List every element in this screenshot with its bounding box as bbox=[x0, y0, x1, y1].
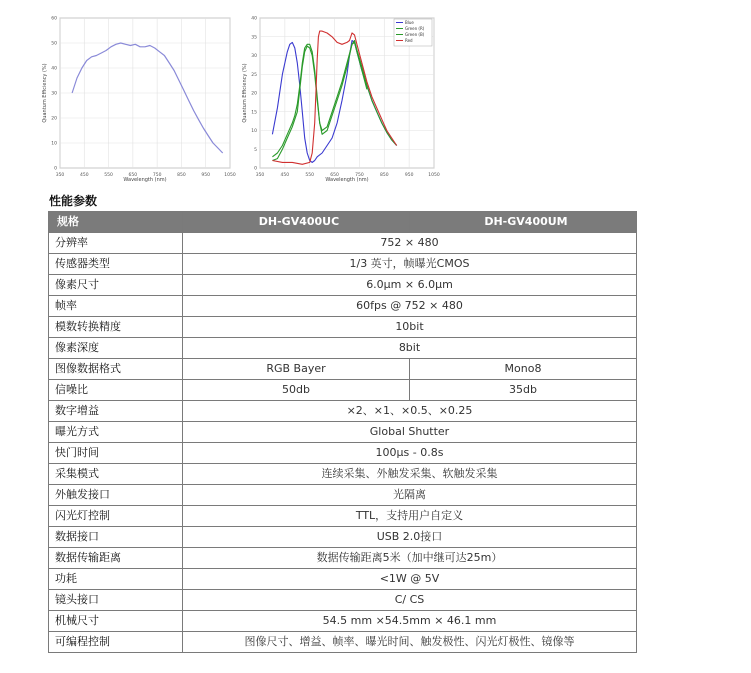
spec-value: USB 2.0接口 bbox=[183, 527, 637, 548]
y-tick-label: 50 bbox=[51, 41, 57, 47]
spec-value: 6.0μm × 6.0μm bbox=[183, 275, 637, 296]
spec-label: 功耗 bbox=[49, 569, 183, 590]
table-row bbox=[49, 338, 637, 359]
table-row bbox=[49, 254, 637, 275]
table-row bbox=[49, 506, 637, 527]
legend-entry: Red bbox=[405, 38, 413, 43]
spec-label: 外触发接口 bbox=[49, 485, 183, 506]
x-axis-label: Wavelength (nm) bbox=[123, 177, 167, 183]
y-tick-label: 10 bbox=[251, 129, 257, 134]
legend-entry: Green (R) bbox=[405, 26, 425, 31]
spec-value: 数据传输距离5米（加中继可达25m） bbox=[183, 548, 637, 569]
y-tick-label: 20 bbox=[51, 116, 57, 122]
spec-value-uc: RGB Bayer bbox=[183, 359, 410, 380]
spec-value: TTL，支持用户自定义 bbox=[183, 506, 637, 527]
x-tick-label: 1050 bbox=[428, 173, 440, 178]
spec-label: 闪光灯控制 bbox=[49, 506, 183, 527]
spec-value: 54.5 mm ×54.5mm × 46.1 mm bbox=[183, 611, 637, 632]
spec-table bbox=[48, 211, 637, 653]
spec-value: ×2、×1、×0.5、×0.25 bbox=[183, 401, 637, 422]
y-tick-label: 40 bbox=[251, 16, 257, 22]
x-tick-label: 350 bbox=[255, 173, 265, 178]
x-tick-label: 850 bbox=[379, 173, 389, 178]
spec-header-uc: DH-GV400UC bbox=[183, 212, 410, 233]
table-row bbox=[49, 317, 637, 338]
x-tick-label: 450 bbox=[79, 173, 89, 178]
spec-value: 60fps @ 752 × 480 bbox=[183, 296, 637, 317]
spec-header-label: 规格 bbox=[49, 212, 183, 233]
x-tick-label: 650 bbox=[330, 173, 339, 178]
spec-label: 可编程控制 bbox=[49, 632, 183, 653]
spec-label: 像素深度 bbox=[49, 338, 183, 359]
y-tick-label: 25 bbox=[251, 72, 257, 78]
y-tick-label: 10 bbox=[51, 141, 57, 147]
section-title: 性能参数 bbox=[49, 194, 98, 208]
table-row bbox=[49, 611, 637, 632]
table-row bbox=[49, 422, 637, 443]
spec-label: 信噪比 bbox=[49, 380, 183, 401]
spec-label: 曝光方式 bbox=[49, 422, 183, 443]
spec-label: 快门时间 bbox=[49, 443, 183, 464]
y-tick-label: 15 bbox=[251, 110, 257, 116]
spec-value: 8bit bbox=[183, 338, 637, 359]
table-row bbox=[49, 296, 637, 317]
x-tick-label: 750 bbox=[355, 173, 364, 178]
x-tick-label: 550 bbox=[305, 173, 315, 178]
x-tick-label: 1050 bbox=[224, 173, 236, 178]
y-tick-label: 30 bbox=[251, 54, 257, 59]
spec-body bbox=[49, 233, 637, 653]
x-axis-label: Wavelength (nm) bbox=[325, 177, 369, 183]
spec-value: 10bit bbox=[183, 317, 637, 338]
y-tick-label: 40 bbox=[51, 66, 57, 72]
spec-label: 模数转换精度 bbox=[49, 317, 183, 338]
table-row bbox=[49, 275, 637, 296]
spec-label: 帧率 bbox=[49, 296, 183, 317]
table-row bbox=[49, 359, 637, 380]
color-qe-chart bbox=[240, 14, 440, 184]
spec-label: 传感器类型 bbox=[49, 254, 183, 275]
spec-value: 100μs - 0.8s bbox=[183, 443, 637, 464]
spec-label: 镜头接口 bbox=[49, 590, 183, 611]
legend-entry: Green (B) bbox=[405, 32, 425, 37]
x-tick-label: 350 bbox=[55, 173, 65, 178]
legend-entry: Blue bbox=[405, 20, 414, 25]
x-tick-label: 650 bbox=[128, 173, 138, 178]
y-tick-label: 35 bbox=[251, 35, 257, 41]
spec-label: 数据传输距离 bbox=[49, 548, 183, 569]
mono-qe-chart bbox=[40, 14, 236, 184]
spec-header-um: DH-GV400UM bbox=[410, 212, 637, 233]
spec-label: 数字增益 bbox=[49, 401, 183, 422]
x-tick-label: 750 bbox=[152, 173, 162, 178]
chart-svg bbox=[240, 14, 440, 184]
y-axis-label: Quantum Efficiency (%) bbox=[42, 63, 48, 123]
table-row bbox=[49, 632, 637, 653]
y-tick-label: 0 bbox=[254, 166, 257, 172]
spec-label: 数据接口 bbox=[49, 527, 183, 548]
spec-value: C/ CS bbox=[183, 590, 637, 611]
y-axis-label: Quantum Efficiency (%) bbox=[242, 63, 248, 123]
spec-value: Global Shutter bbox=[183, 422, 637, 443]
table-row bbox=[49, 590, 637, 611]
table-row bbox=[49, 464, 637, 485]
spec-label: 分辨率 bbox=[49, 233, 183, 254]
x-tick-label: 450 bbox=[280, 173, 290, 178]
spec-value: 1/3 英寸，帧曝光CMOS bbox=[183, 254, 637, 275]
table-row bbox=[49, 401, 637, 422]
x-tick-label: 850 bbox=[177, 173, 186, 178]
table-row bbox=[49, 485, 637, 506]
y-tick-label: 60 bbox=[51, 16, 57, 22]
table-row bbox=[49, 548, 637, 569]
table-row bbox=[49, 527, 637, 548]
spec-value: 752 × 480 bbox=[183, 233, 637, 254]
spec-label: 采集模式 bbox=[49, 464, 183, 485]
spec-value-uc: 50db bbox=[183, 380, 410, 401]
y-tick-label: 30 bbox=[51, 91, 57, 97]
spec-label: 像素尺寸 bbox=[49, 275, 183, 296]
chart-svg bbox=[40, 14, 236, 184]
spec-value: 图像尺寸、增益、帧率、曝光时间、触发极性、闪光灯极性、镜像等 bbox=[183, 632, 637, 653]
table-row bbox=[49, 233, 637, 254]
spec-value: <1W @ 5V bbox=[183, 569, 637, 590]
spec-label: 图像数据格式 bbox=[49, 359, 183, 380]
table-row bbox=[49, 443, 637, 464]
table-row bbox=[49, 569, 637, 590]
y-tick-label: 0 bbox=[54, 166, 57, 172]
x-tick-label: 950 bbox=[404, 173, 414, 178]
spec-label: 机械尺寸 bbox=[49, 611, 183, 632]
x-tick-label: 950 bbox=[201, 173, 211, 178]
spec-header-row bbox=[49, 212, 637, 233]
y-tick-label: 5 bbox=[254, 147, 257, 153]
y-tick-label: 20 bbox=[251, 91, 257, 97]
spec-value: 光隔离 bbox=[183, 485, 637, 506]
spec-value-um: Mono8 bbox=[410, 359, 637, 380]
x-tick-label: 550 bbox=[104, 173, 113, 178]
spec-value-um: 35db bbox=[410, 380, 637, 401]
table-row bbox=[49, 380, 637, 401]
spec-value: 连续采集、外触发采集、软触发采集 bbox=[183, 464, 637, 485]
